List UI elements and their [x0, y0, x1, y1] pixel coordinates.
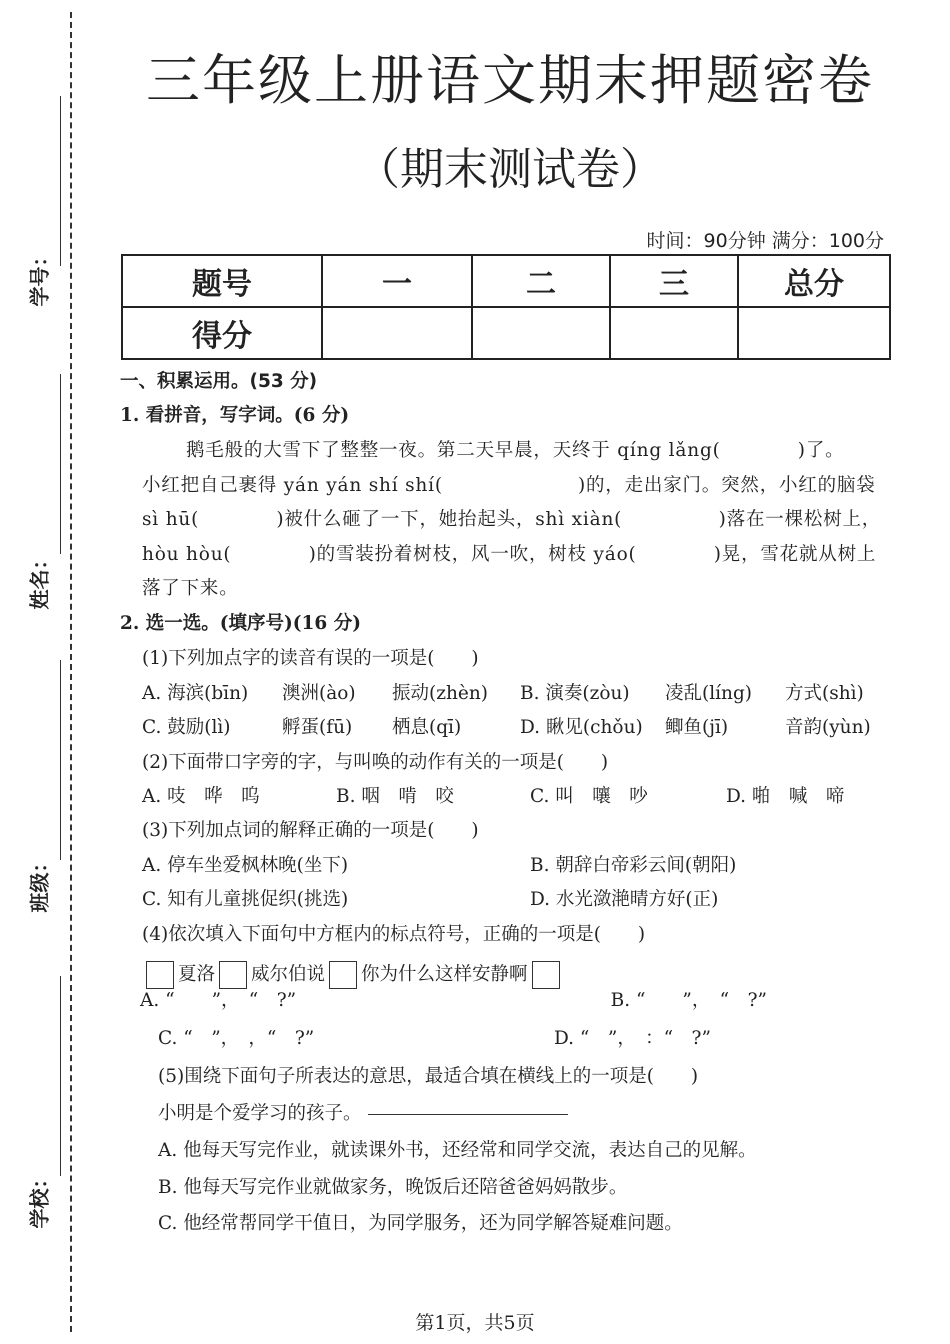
question-1-line: 鹅毛般的大雪下了整整一夜。第二天早晨，天终于 qíng lǎng( )了。 — [186, 440, 845, 461]
question-1-line: hòu hòu( )的雪装扮着树枝，风一吹，树枝 yáo( )晃，雪花就从树上 — [142, 544, 877, 565]
option-item: 振动(zhèn) — [392, 683, 488, 704]
score-input-cell[interactable] — [610, 307, 738, 359]
option-item: 鲫鱼(jī) — [665, 717, 729, 738]
score-input-cell[interactable] — [472, 307, 610, 359]
name-line — [60, 374, 61, 554]
option-item: 栖息(qī) — [392, 717, 462, 738]
question-1-line: 落了下来。 — [142, 578, 239, 599]
option-item: 方式(shì) — [785, 683, 864, 704]
option-item: D. “ ”， ：“ ?” — [554, 1028, 711, 1049]
option-item: D. 水光潋滟晴方好(正) — [530, 889, 719, 910]
question-1-line: sì hū( )被什么砸了一下，她抬起头，shì xiàn( )落在一棵松树上， — [142, 509, 882, 530]
option-item: D. 瞅见(chǒu) — [520, 717, 643, 738]
question-2-part-1: (1)下列加点字的读音有误的一项是( ) — [142, 648, 479, 669]
binding-dashed-line — [70, 12, 72, 1332]
sentence-fragment: 夏洛 — [178, 964, 216, 985]
class-line — [60, 660, 61, 860]
student-id-label: 学号： — [27, 246, 52, 307]
option-item: B. 他每天写完作业就做家务，晚饭后还陪爸爸妈妈散步。 — [158, 1177, 628, 1198]
sentence-fragment: 你为什么这样安静啊 — [361, 964, 528, 985]
option-item: C. 叫 嚷 吵 — [530, 786, 648, 807]
answer-box[interactable] — [329, 961, 357, 989]
section-heading: 一、积累运用。(53 分) — [120, 371, 318, 392]
student-id-field[interactable] — [22, 96, 54, 346]
class-field[interactable] — [22, 660, 54, 940]
question-2-part-2: (2)下面带口字旁的字，与叫唤的动作有关的一项是( ) — [142, 752, 609, 773]
option-item: C. 知有儿童挑促织(挑选) — [142, 889, 349, 910]
question-2-part-5: (5)围绕下面句子所表达的意思，最适合填在横线上的一项是( ) — [158, 1066, 699, 1087]
question-2-part-3: (3)下列加点词的解释正确的一项是( ) — [142, 820, 479, 841]
option-item: D. 啪 喊 啼 — [726, 786, 845, 807]
option-item: 孵蛋(fū) — [282, 717, 353, 738]
school-line — [60, 976, 61, 1176]
exam-subtitle: （期末测试卷） — [356, 144, 664, 195]
score-input-cell[interactable] — [322, 307, 472, 359]
score-row-label: 得分 — [122, 307, 322, 359]
option-item: B. 咽 啃 咬 — [336, 786, 454, 807]
fill-sentence-text: 小明是个爱学习的孩子。 — [158, 1103, 362, 1124]
class-label: 班级： — [27, 852, 52, 913]
punctuation-sentence — [142, 961, 564, 989]
answer-box[interactable] — [219, 961, 247, 989]
option-item: A. 他每天写完作业，就读课外书，还经常和同学交流，表达自己的见解。 — [158, 1140, 757, 1161]
score-value-row — [122, 307, 890, 359]
question-2-title: 2. 选一选。(填序号)(16 分) — [120, 613, 361, 634]
sentence-fragment: 威尔伯说 — [251, 964, 326, 985]
fill-blank[interactable] — [368, 1113, 568, 1115]
school-field[interactable] — [22, 976, 54, 1266]
option-item: B. 演奏(zòu) — [520, 683, 630, 704]
score-header-cell: 题号 — [122, 255, 322, 307]
fill-sentence — [158, 1105, 568, 1124]
answer-box[interactable] — [532, 961, 560, 989]
name-label: 姓名： — [27, 549, 52, 610]
exam-title: 三年级上册语文期末押题密卷 — [146, 49, 874, 112]
score-header-row — [122, 255, 890, 307]
option-item: C. “ ”， ，“ ?” — [158, 1028, 315, 1049]
exam-meta: 时间：90分钟 满分：100分 — [646, 230, 884, 252]
student-id-line — [60, 96, 61, 266]
option-item: 凌乱(líng) — [665, 683, 753, 704]
option-item: C. 鼓励(lì) — [142, 717, 231, 738]
cropped-options-row — [140, 990, 900, 1012]
option-item: B. 朝辞白帝彩云间(朝阳) — [530, 855, 737, 876]
score-header-cell: 一 — [322, 255, 472, 307]
question-2-part-4: (4)依次填入下面句中方框内的标点符号，正确的一项是( ) — [142, 924, 646, 945]
page-footer: 第1页，共5页 — [415, 1312, 535, 1334]
score-header-cell: 三 — [610, 255, 738, 307]
question-1-title: 1. 看拼音，写字词。(6 分) — [120, 405, 350, 426]
score-header-cell: 二 — [472, 255, 610, 307]
score-input-cell[interactable] — [738, 307, 890, 359]
score-header-cell: 总分 — [738, 255, 890, 307]
option-item: 澳洲(ào) — [282, 683, 356, 704]
option-item: A. 海滨(bīn) — [142, 683, 249, 704]
name-field[interactable] — [22, 374, 54, 634]
score-table — [121, 254, 891, 360]
option-item: A. 吱 哗 呜 — [142, 786, 260, 807]
option-item: C. 他经常帮同学干值日，为同学服务，还为同学解答疑难问题。 — [158, 1213, 683, 1234]
option-item: A. 停车坐爱枫林晚(坐下) — [142, 855, 349, 876]
cropped-options-text: A. “ ”， “ ?” B. “ ”， “ ?” — [140, 990, 767, 1011]
school-label: 学校： — [27, 1168, 52, 1229]
question-1-line: 小红把自己裹得 yán yán shí shí( )的，走出家门。突然，小红的脑袋 — [142, 475, 876, 496]
answer-box[interactable] — [146, 961, 174, 989]
option-item: 音韵(yùn) — [785, 717, 871, 738]
